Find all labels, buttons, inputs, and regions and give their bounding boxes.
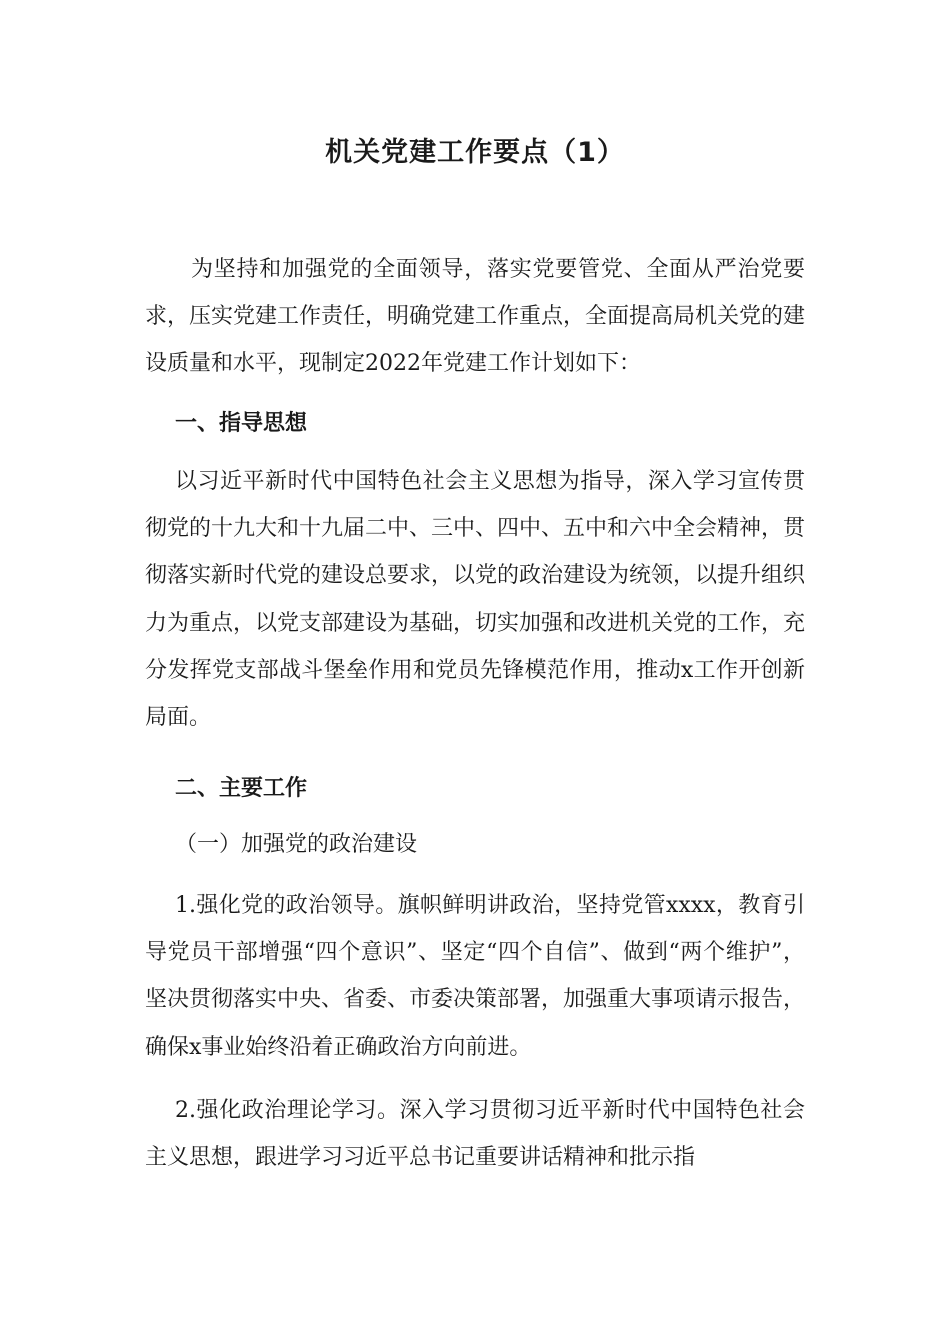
item-2-paragraph: 2.强化政治理论学习。深入学习贯彻习近平新时代中国特色社会主义思想，跟进学习习近平总书记重要讲话精神和批示指 <box>145 1098 805 1171</box>
document-title: 机关党建工作要点（1） <box>325 137 625 168</box>
section-heading-main-work: 二、主要工作 <box>175 776 308 801</box>
subsection-heading-political-building: （一）加强党的政治建设 <box>175 832 418 857</box>
section-heading-guiding-ideology: 一、指导思想 <box>175 411 308 436</box>
item-1-paragraph: 1.强化党的政治领导。旗帜鲜明讲政治，坚持党管xxxx，教育引导党员干部增强“四个意识”、坚定“四个自信”、做到“两个维护”，坚决贯彻落实中央、省委、市委决策部署，加强重大事项请示报告，确保x事业始终沿着正确政治方向前进。 <box>145 893 806 1060</box>
guiding-ideology-paragraph: 以习近平新时代中国特色社会主义思想为指导，深入学习宣传贯彻党的十九大和十九届二中、三中、四中、五中和六中全会精神，贯彻落实新时代党的建设总要求，以党的政治建设为统领，以提升组织力为重点，以党支部建设为基础，切实加强和改进机关党的工作，充分发挥党支部战斗堡垒作用和党员先锋模范作用，推动x工作开创新局面。 <box>145 469 806 731</box>
intro-paragraph: 为坚持和加强党的全面领导，落实党要管党、全面从严治党要求，压实党建工作责任，明确党建工作重点，全面提高局机关党的建设质量和水平，现制定2022年党建工作计划如下： <box>145 257 806 377</box>
